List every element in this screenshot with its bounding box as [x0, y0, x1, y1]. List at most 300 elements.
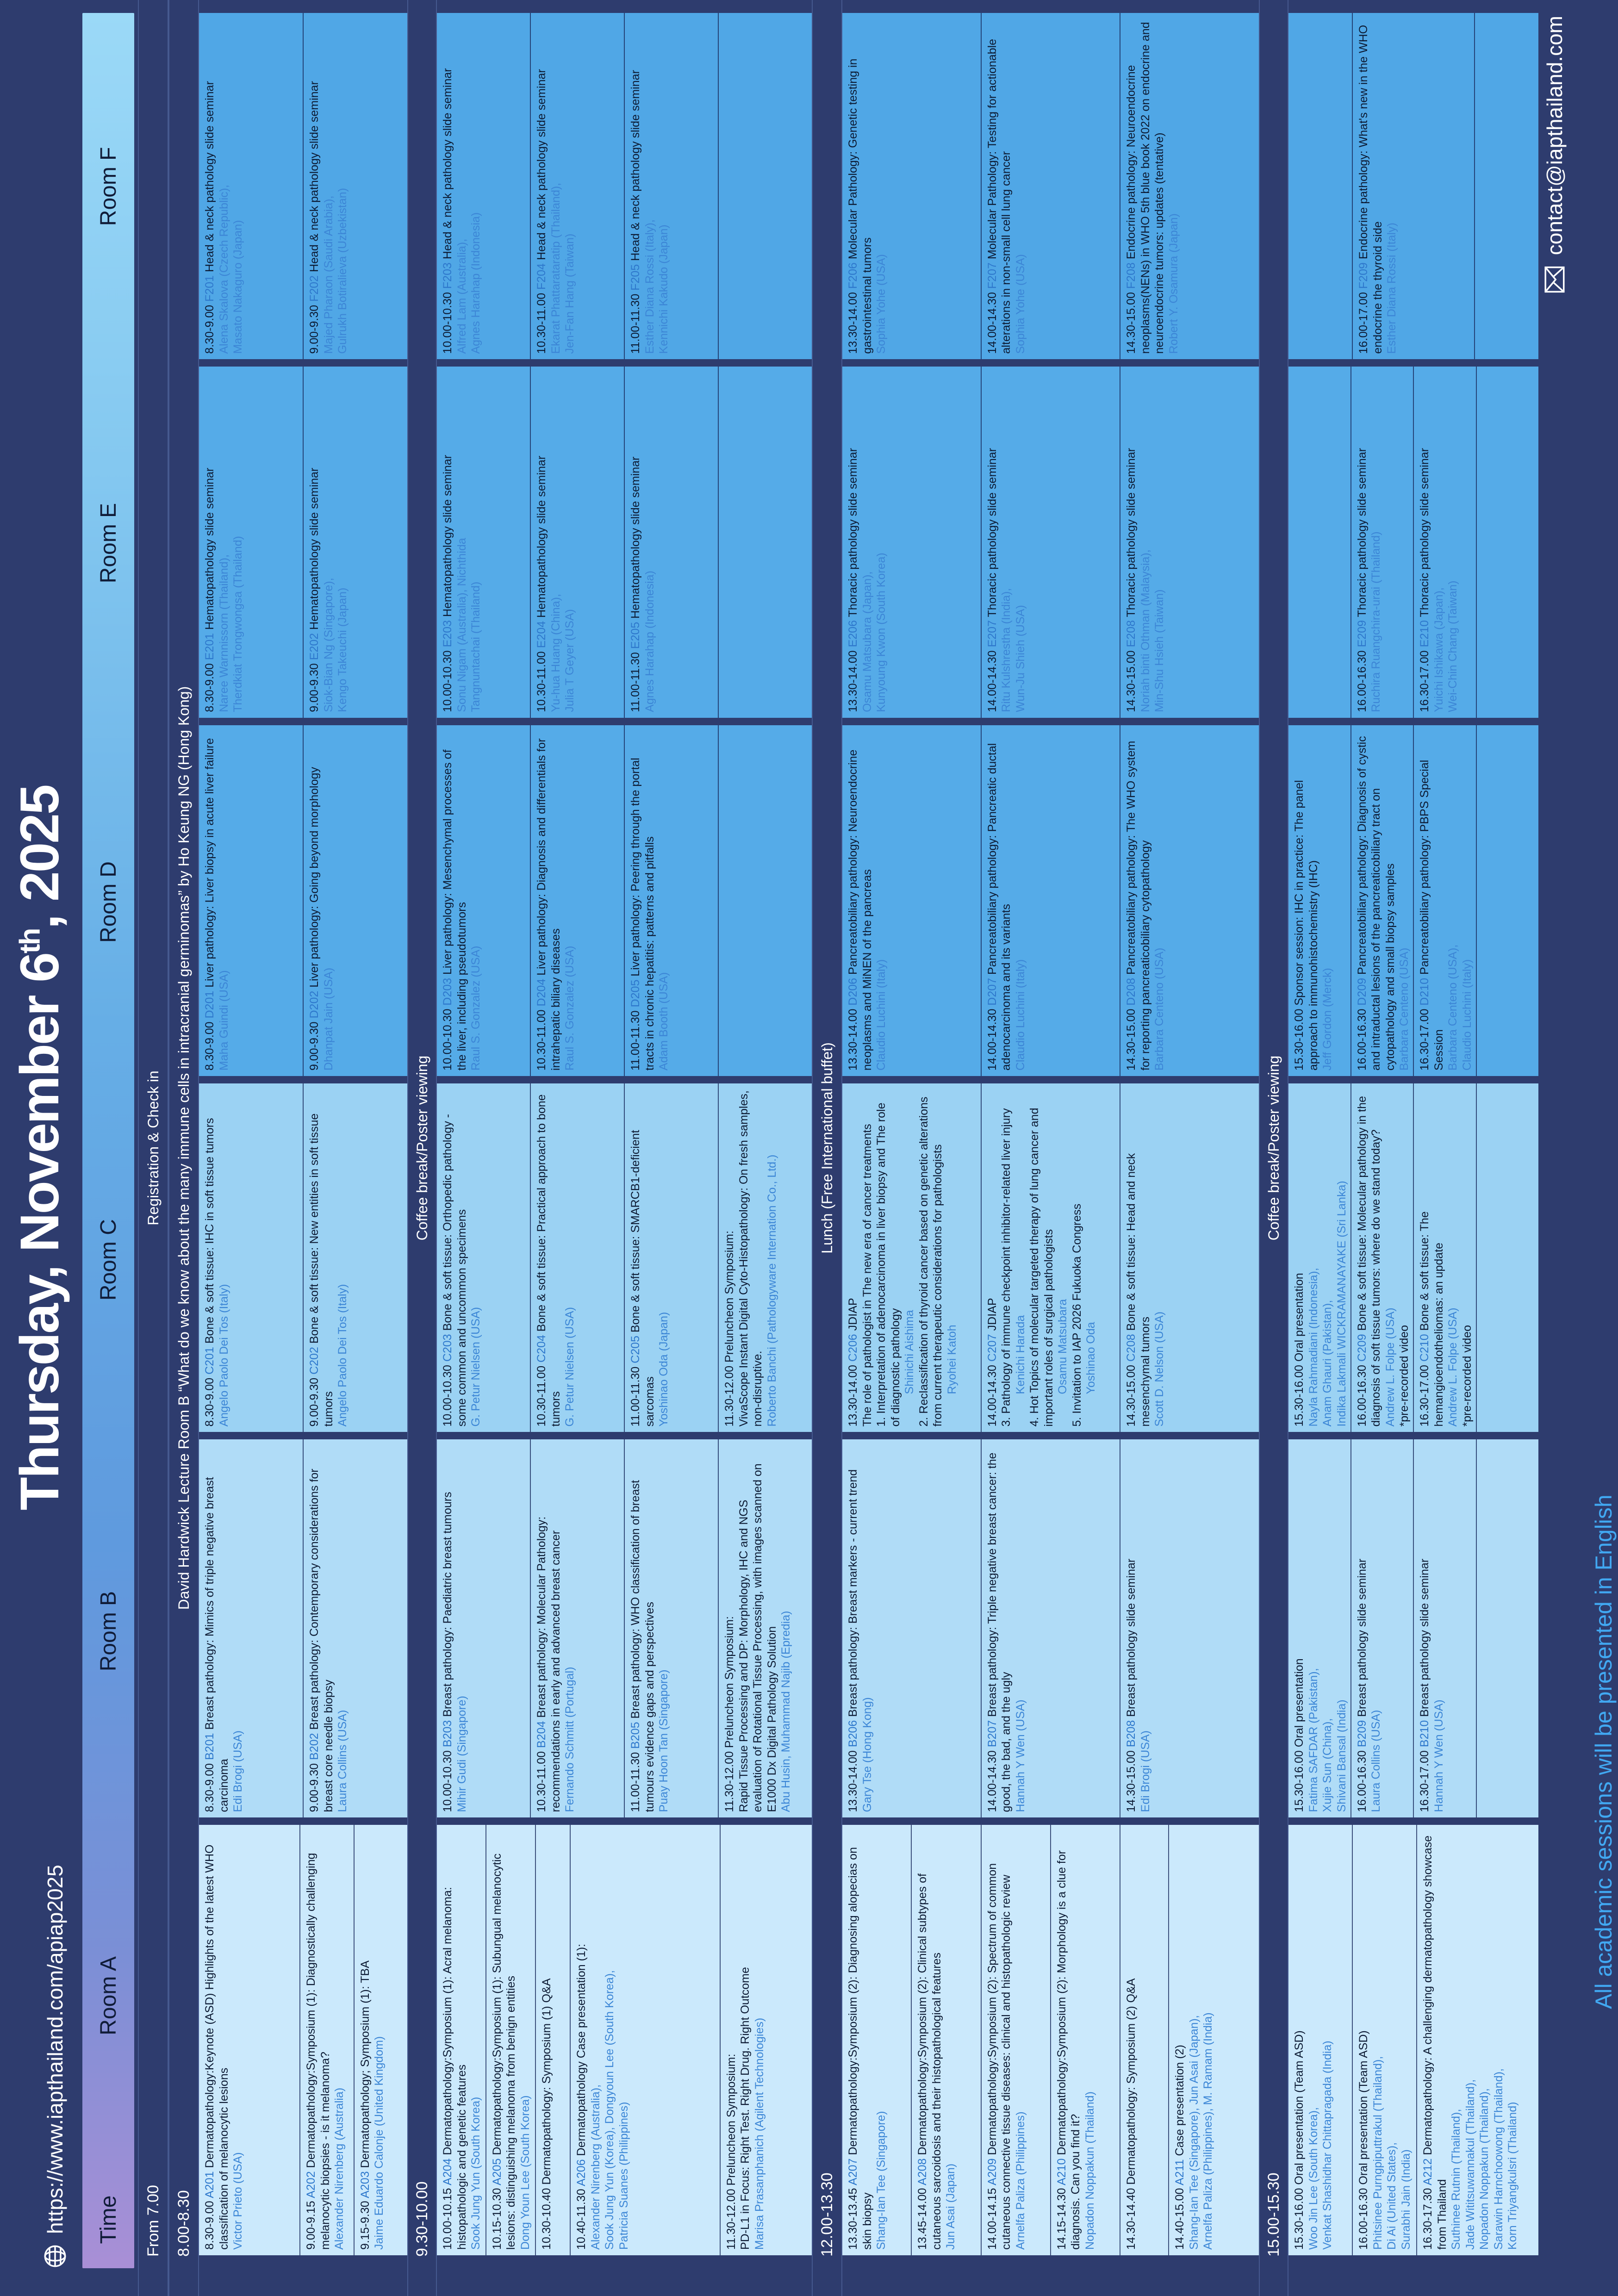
session-title: Breast pathology slide seminar — [1355, 1558, 1369, 1717]
session-title-line — [203, 1090, 217, 1426]
session-code: C208 — [1125, 1334, 1138, 1362]
session-title-line — [629, 1446, 657, 1812]
session-code: B208 — [1125, 1720, 1138, 1748]
session-speaker: Mihir Gudi (Singapore) — [455, 1695, 468, 1812]
top-bar — [0, 0, 80, 2296]
room-d-column — [437, 725, 812, 1076]
session-d205 — [624, 725, 718, 1076]
session-title-line — [1421, 1831, 1449, 2250]
session-speaker: Suthinee Rutnin (Thailand), — [1450, 2109, 1462, 2250]
session-title-line — [307, 373, 322, 712]
session-code: E209 — [1355, 620, 1369, 647]
session-code: F205 — [629, 264, 642, 291]
session-d203 — [437, 725, 530, 1076]
session-time: 10.00-10.30 — [441, 1747, 454, 1812]
session-title: Liver pathology: Mesenchymal processes of the liver, including pseudotumors — [441, 749, 468, 1071]
session-title: Breast pathology: Molecular Pathology: recommendations in early and advanced breast cancer — [535, 1516, 562, 1812]
email-line — [1542, 16, 1567, 293]
session-speaker: Julia T Geyer (USA) — [563, 609, 576, 712]
session-code: E210 — [1418, 620, 1431, 647]
session-title-line — [203, 1446, 231, 1812]
session-time: 15.30-16.00 — [1293, 1362, 1306, 1427]
envelope-icon — [1544, 266, 1565, 293]
room-c-column — [842, 1083, 1259, 1432]
room-c-column — [437, 1083, 812, 1432]
session-title-line — [846, 1090, 860, 1426]
session-a203 — [354, 1825, 408, 2255]
coffee-break-strip-2 — [1259, 0, 1288, 2296]
session-speaker: Sophia Yohe (USA) — [1014, 254, 1027, 354]
session-title-line — [1418, 373, 1432, 712]
session-speaker: Majed Pharaon (Saudi Arabia), — [322, 195, 335, 354]
session-title: Bone & soft tissue: IHC in soft tissue tumors — [203, 1118, 216, 1344]
session-f206 — [842, 13, 981, 360]
session-time: 14.30-15.00 — [1125, 647, 1138, 712]
session-speaker: Wei-Chin Chang (Taiwan) — [1446, 580, 1459, 712]
session-title-line — [540, 1831, 554, 2250]
session-detail: VivaScope Instant Digital Cyto-Histopathology: On fresh samples, non-disruptive. — [737, 1090, 764, 1427]
session-title-line — [1124, 1090, 1152, 1426]
session-speaker: Hannah Y Wen (USA) — [1432, 1699, 1445, 1812]
session-f207 — [981, 13, 1120, 360]
session-title: Thoracic pathology slide seminar — [985, 448, 999, 617]
session-code: F203 — [441, 262, 454, 289]
session-b209 — [1350, 1439, 1413, 1817]
session-e203 — [437, 367, 530, 718]
session-time: 9.00-9.30 — [308, 1374, 321, 1427]
session-title: Hematopathology slide seminar — [308, 467, 321, 630]
session-d3-0 — [1288, 725, 1350, 1076]
session-time: 14.30-15.00 — [1125, 1362, 1138, 1427]
session-a3-0 — [1288, 1825, 1352, 2255]
session-speaker: Korn Triyangkulsri (Thailand) — [1506, 2102, 1519, 2250]
session-time: 11.00-11.30 — [629, 1363, 642, 1427]
room-f-column — [437, 13, 812, 360]
session-time: 14.40-15.00 — [1173, 2185, 1187, 2250]
session-time: 9.15-9.30 — [358, 2198, 372, 2250]
session-title: JDIAP — [846, 1298, 859, 1331]
session-code: D201 — [203, 990, 216, 1019]
session-speaker: Tangnuntachai (Thailand) — [469, 581, 482, 712]
session-code: D203 — [441, 977, 454, 1006]
session-code: F204 — [535, 263, 548, 290]
session-c204 — [530, 1083, 624, 1432]
empty-cell — [718, 13, 812, 360]
room-e-column — [437, 367, 812, 718]
session-speaker: Jeff Gordon (Merck) — [1321, 968, 1334, 1071]
session-b206 — [842, 1439, 981, 1817]
session-time: 14.30-15.00 — [1125, 1747, 1138, 1812]
session-title: Breast pathology slide seminar — [1418, 1558, 1431, 1717]
session-title: Liver pathology: Liver biopsy in acute liver failure — [203, 738, 216, 988]
session-time: 10.00-10.30 — [441, 647, 454, 712]
session-code: A211 — [1173, 2159, 1187, 2185]
session-a207 — [842, 1825, 911, 2255]
session-title: Oral presentation (Team ASD) — [1357, 2030, 1370, 2185]
session-speaker: Sarawin Harnchoowong (Thailand), — [1492, 2068, 1505, 2250]
session-code: E208 — [1125, 620, 1138, 647]
session-speaker: Esther Diana Rossi (Italy), — [643, 219, 656, 354]
session-a201 — [199, 1825, 299, 2255]
session-speaker: Hannah Y Wen (USA) — [1014, 1699, 1027, 1812]
session-title: Head & neck pathology slide seminar — [203, 81, 216, 272]
session-c1-3 — [718, 1083, 812, 1432]
session-d204 — [530, 725, 624, 1076]
session-b1-3 — [718, 1439, 812, 1817]
session-speaker: Edi Brogi (USA) — [1139, 1730, 1152, 1812]
session-title: Liver pathology: Diagnosis and differentials for intrahepatic biliary diseases — [535, 738, 562, 1071]
room-c-header: Room C — [96, 1219, 121, 1301]
session-time: 14.30-15.00 — [1125, 1005, 1138, 1071]
session-title-line — [307, 732, 322, 1070]
session-speaker: Angelo Paolo Dei Tos (Italy) — [336, 1284, 349, 1427]
session-code: B207 — [985, 1720, 999, 1748]
room-a-column — [437, 1825, 812, 2255]
session-e207 — [981, 367, 1120, 718]
session-speaker: Angelo Paolo Dei Tos (Italy) — [217, 1284, 230, 1427]
session-title-line — [1124, 19, 1167, 354]
empty-cell — [1474, 13, 1538, 360]
session-title-line — [358, 1831, 373, 2250]
lecture-strip — [168, 0, 199, 2296]
session-code: E207 — [985, 620, 999, 647]
session-time: 9.00-9.30 — [308, 1018, 321, 1071]
session-title-line — [915, 1831, 944, 2250]
session-title-line — [846, 19, 874, 354]
session-c209 — [1350, 1083, 1413, 1432]
session-speaker: Di Ai (United States), — [1385, 2142, 1398, 2250]
session-title-line — [1124, 373, 1139, 712]
session-code: C204 — [535, 1335, 548, 1363]
session-title: Oral presentation (Team ASD) — [1293, 2030, 1306, 2185]
session-code: D209 — [1355, 977, 1369, 1006]
session-code: A203 — [358, 2171, 372, 2198]
session-title-line — [203, 19, 217, 354]
session-code: C201 — [203, 1347, 216, 1375]
session-b208 — [1120, 1439, 1259, 1817]
session-code: A207 — [846, 2158, 859, 2185]
session-detail: *pre-recorded video — [1460, 1325, 1474, 1427]
session-title-line — [1124, 1446, 1139, 1812]
session-time: 14.00-14.30 — [985, 289, 999, 354]
session-title: Dermatopathology; Symposium (1): TBA — [358, 1960, 372, 2168]
session-title-line — [307, 1446, 336, 1812]
session-c210 — [1413, 1083, 1476, 1432]
session-time: 13.45-14.00 — [916, 2185, 929, 2250]
session-speaker: Ekarat Phattarataratip (Thailand), — [549, 182, 562, 354]
room-d-column — [842, 725, 1259, 1076]
session-detail: 3. Pathology of immune checkpoint inhibitor-related liver injury — [1000, 1108, 1013, 1427]
session-code: E204 — [535, 621, 548, 648]
session-time: 10.00-10.15 — [441, 2185, 454, 2250]
session-f204 — [530, 13, 624, 360]
room-e-column — [1288, 367, 1538, 718]
session-speaker: Alexander Nirenberg (Australia), — [589, 2084, 602, 2250]
session-time: 16.30-17.00 — [1418, 1362, 1431, 1427]
session-time: 16.00-16.30 — [1355, 1747, 1369, 1812]
session-speaker: Jaime Eduardo Calonje (United Kingdom) — [373, 2036, 386, 2250]
session-code: D207 — [985, 977, 999, 1006]
session-code: C207 — [985, 1334, 999, 1362]
session-title: Hematopathology slide seminar — [629, 456, 642, 619]
room-b-column — [437, 1439, 812, 1817]
schedule-block-afternoon2 — [1288, 0, 1538, 2296]
session-time: 11.00-11.30 — [629, 1007, 642, 1071]
session-code: B201 — [203, 1733, 216, 1760]
email-address: contact@iapthailand.com — [1543, 16, 1567, 255]
session-title: Molecular Pathology: Testing for actionable alterations in non-small cell lung cancer — [985, 38, 1013, 354]
session-e206 — [842, 367, 981, 718]
session-time: 14.15-14.30 — [1055, 2185, 1068, 2250]
session-speaker: Raul S. Gonzalez (USA) — [469, 946, 482, 1071]
session-detail: 4. Hot Topics of molecular targeted therapy of lung cancer and important roles of surgical pathologists — [1028, 1108, 1055, 1427]
coffee1-time: 9.30-10.00 — [413, 2181, 431, 2257]
session-time: 10.00-10.30 — [441, 1005, 454, 1071]
session-code: D204 — [535, 978, 548, 1007]
session-title-line — [203, 732, 217, 1070]
room-f-column — [199, 13, 407, 360]
session-title-line — [1292, 1446, 1307, 1812]
session-speaker: Siok-Bian Ng (Singapore), — [322, 578, 335, 712]
session-speaker: Esther Diana Rossi (Italy) — [1385, 223, 1398, 354]
footer-bar — [1538, 0, 1618, 2296]
session-detail: 1. Interpretation of adenocarcinoma in liver biopsy and The role of diagnostic pathology — [875, 1102, 902, 1427]
registration-time: From 7.00 — [144, 2185, 162, 2257]
session-title-line — [1292, 1831, 1307, 2250]
session-code: D206 — [846, 977, 859, 1006]
room-a-header: Room A — [96, 1956, 121, 2035]
session-speaker: Yuichi Ishikawa (Japan), — [1432, 587, 1445, 712]
session-time: 11.30-12.00 — [724, 2185, 738, 2250]
empty-cell — [718, 367, 812, 718]
session-speaker: Sonu Nigam (Australia), Nichthida — [455, 538, 468, 712]
session-code: D205 — [629, 979, 642, 1008]
session-speaker: Kengo Takeuchi (Japan) — [336, 587, 349, 712]
session-speaker: Kennichi Kakudo (Japan) — [657, 224, 670, 354]
session-title: Bone & soft tissue: Practical approach to bone tumors — [535, 1094, 562, 1427]
session-time: 14.00-14.15 — [985, 2185, 999, 2250]
session-e201 — [199, 367, 303, 718]
session-speaker: Venkat Shashidhar Chittapragada (India) — [1321, 2041, 1334, 2250]
session-title: Bone & soft tissue: Head and neck mesenchymal tumors — [1125, 1153, 1152, 1427]
session-code: C205 — [629, 1336, 642, 1363]
session-code: A209 — [985, 2158, 999, 2185]
session-code: B206 — [846, 1720, 859, 1748]
session-title-line — [535, 373, 549, 712]
session-title-line — [846, 1446, 860, 1812]
session-speaker: Sophia Yohe (USA) — [875, 254, 888, 354]
room-e-column — [199, 367, 407, 718]
session-title-line — [985, 1831, 1014, 2250]
session-detail: 2. Reclassification of thyroid cancer based on genetic alterations from current therapeutic considerations for pathologists — [917, 1096, 944, 1427]
session-time: 13.30-14.00 — [846, 1005, 859, 1071]
coffee-break-strip-1 — [407, 0, 437, 2296]
session-title: Molecular Pathology: Genetic testing in gastrointestinal tumors — [846, 58, 874, 354]
session-code: E205 — [629, 622, 642, 649]
session-title: Bone & soft tissue: Orthopedic pathology - some common and uncommon specimens — [441, 1114, 468, 1427]
session-speaker: Nopadon Noppakun (Thailand), — [1478, 2088, 1491, 2250]
room-d-header: Room D — [96, 861, 121, 943]
session-code: A202 — [305, 2171, 317, 2198]
session-time: 13.30-14.00 — [846, 289, 859, 354]
session-time: 10.40-11.30 — [575, 2186, 588, 2250]
session-time: 14.00-14.30 — [985, 1005, 999, 1071]
session-title-line — [985, 1446, 1014, 1812]
session-code: E203 — [441, 620, 454, 647]
session-title: Pancreatobiliary pathology: Neuroendocrine neoplasms and MiNEN of the pancreas — [846, 749, 874, 1071]
session-speaker: Ritu Kulshrestha (India), — [1000, 588, 1013, 712]
session-time: 15.30-16.00 — [1293, 1747, 1306, 1812]
session-speaker: Shang-Ian Tee (Singapore) — [875, 2111, 888, 2250]
session-speaker: Victor Prieto (USA) — [231, 2152, 244, 2250]
session-title-line — [1124, 732, 1152, 1070]
session-speaker: Noriah binti Othman (Malaysia), — [1139, 549, 1152, 712]
session-code: A201 — [203, 2171, 216, 2198]
session-speaker: Scott D. Nelson (USA) — [1153, 1311, 1166, 1427]
session-speaker: Sook Jung Yun (Korea), Dongyoun Lee (South Korea), — [603, 1970, 616, 2250]
website-url: https://www.iapthailand.com/apiap2025 — [43, 1865, 67, 2234]
session-title-line — [846, 1831, 874, 2250]
session-speaker: G. Petur Nielsen (USA) — [563, 1307, 576, 1427]
registration-strip — [138, 0, 168, 2296]
session-a212 — [1416, 1825, 1538, 2255]
session-time: 13.30-14.00 — [846, 1747, 859, 1812]
session-title: Dermatopathology: A challenging dermatopathology showcase from Thailand — [1421, 1835, 1449, 2250]
lunch-text: Lunch (Free International buffet) — [818, 1042, 835, 1254]
session-code: B209 — [1355, 1720, 1369, 1748]
session-title-line — [574, 1831, 589, 2250]
session-speaker: Dhanpat Jain (USA) — [322, 967, 335, 1071]
session-time: 16.30-17.00 — [1418, 1005, 1431, 1071]
session-speaker: Claudio Luchini (Italy) — [1014, 959, 1027, 1071]
session-title: Dermatopathology:Symposium (1): Acral melanoma: histopathologic and genetic features — [441, 1887, 468, 2250]
session-code: B204 — [535, 1721, 548, 1748]
session-time: 16.00-16.30 — [1355, 1005, 1369, 1071]
session-title: Case presentation (2) — [1173, 2045, 1187, 2156]
session-speaker: Shinichi Aishima — [903, 1310, 916, 1394]
session-title: Pancreatobiliary pathology: Pancreatic ductal adenocarcinoma and its variants — [985, 743, 1013, 1071]
session-title: Breast pathology slide seminar — [1125, 1558, 1138, 1717]
session-speaker: Nopadon Noppakun (Thailand) — [1083, 2091, 1096, 2250]
title-ordinal: th — [14, 929, 46, 954]
session-a205 — [485, 1825, 535, 2255]
session-d209 — [1350, 725, 1413, 1076]
session-time: 16.00-17.00 — [1357, 289, 1370, 354]
session-time: 16.30-17.30 — [1421, 2185, 1434, 2250]
session-speaker: Claudio Luchini (Italy) — [875, 959, 888, 1071]
session-title: Breast pathology: Mimics of triple negative breast carcinoma — [203, 1477, 230, 1812]
session-time: 15.30-16.00 — [1293, 2184, 1306, 2250]
session-speaker: Min-Shu Hsieh (Taiwan) — [1153, 589, 1166, 712]
session-title-line — [441, 373, 455, 712]
session-time: 10.00-10.30 — [441, 1362, 454, 1427]
session-time: 8.30-9.00 — [203, 1374, 216, 1427]
session-title-line — [441, 19, 455, 354]
session-title: Liver pathology: Peering through the portal tracts in chronic hepatitis: patterns and pitfalls — [629, 758, 656, 1071]
session-speaker: Sook Jung Yun (South Korea) — [469, 2097, 482, 2250]
lunch-strip — [812, 0, 842, 2296]
session-title: Thoracic pathology slide seminar — [1355, 448, 1369, 617]
room-f-column — [842, 13, 1259, 360]
session-a210 — [1050, 1825, 1120, 2255]
session-speaker: Yoshinao Oda — [1084, 1322, 1098, 1394]
session-speaker: Alexander Nirenberg (Australia) — [333, 2087, 346, 2250]
session-code: C203 — [441, 1334, 454, 1362]
session-title: Dermatopathology: Symposium (1) Q&A — [540, 1978, 553, 2185]
session-f202 — [303, 13, 407, 360]
session-time: 13.30-13.45 — [846, 2185, 859, 2250]
session-title: Dermatopathology:Symposium (2): Spectrum of common cutaneous connective tissue diseases: clinical and histopathologic review — [985, 1863, 1013, 2250]
session-f203 — [437, 13, 530, 360]
session-title: Pancreatobiliary pathology: PBPS Special Session — [1418, 759, 1445, 1071]
session-title-line — [846, 732, 874, 1070]
session-title-line — [441, 732, 469, 1070]
session-title: Head & neck pathology slide seminar — [535, 69, 548, 261]
session-title-line — [985, 732, 1014, 1070]
session-code: A206 — [575, 2159, 588, 2186]
session-title-line — [441, 1831, 469, 2250]
session-time: 16.30-17.00 — [1418, 1747, 1431, 1812]
session-speaker: Alena Skalova (Czech Republic), — [217, 185, 230, 354]
session-a2-4 — [1120, 1825, 1168, 2255]
session-title: Breast pathology: Breast markers - current trend — [846, 1469, 859, 1717]
session-time: 10.15-10.30 — [490, 2185, 504, 2250]
session-d202 — [303, 725, 407, 1076]
session-time: 11.00-11.30 — [629, 649, 642, 712]
session-speaker: Patricia Suanes (Philippines) — [617, 2102, 630, 2250]
session-title-line — [1418, 1446, 1432, 1812]
session-title: Dermatopathology:Symposium (2): Diagnosing alopecias on skin biopsy — [846, 1847, 874, 2250]
session-title: Dermatopathology:Keynote (ASD) Highlights of the latest WHO classification of melanocytic lesions — [203, 1844, 230, 2250]
lunch-time: 12.00-13.30 — [818, 2172, 836, 2257]
session-b207 — [981, 1439, 1120, 1817]
session-title: Preluncheon Symposium: — [723, 1231, 736, 1363]
session-title: Liver pathology: Going beyond morphology — [308, 767, 321, 988]
session-title: Bone & soft tissue: Molecular pathology in the diagnosis of soft tissue tumors: where do we stand today? — [1355, 1096, 1382, 1427]
session-title: Bone & soft tissue: SMARCB1-deficient sarcomas — [629, 1130, 656, 1427]
room-b-column — [1288, 1439, 1538, 1817]
session-speaker: Laura Collins (USA) — [1369, 1710, 1382, 1812]
session-a1-2 — [535, 1825, 570, 2255]
session-code: D208 — [1125, 977, 1138, 1006]
session-title-line — [629, 19, 643, 354]
session-title: Preluncheon Symposium: — [724, 2053, 738, 2186]
session-title-line — [722, 1446, 737, 1812]
room-d-column — [1288, 725, 1538, 1076]
session-title-line — [535, 1090, 563, 1426]
session-speaker: Gulrukh Botiralieva (Uzbekistan) — [336, 188, 349, 354]
session-title: Breast pathology: Contemporary considerations for breast core needle biopsy — [308, 1468, 335, 1812]
session-time: 8.30-9.00 — [203, 2198, 216, 2250]
session-time: 10.00-10.30 — [441, 289, 454, 354]
session-speaker: Roberto Banchi (Pathologyware Internation Co., Ltd.) — [765, 1154, 778, 1427]
session-a3-1 — [1352, 1825, 1416, 2255]
schedule-block-morning1 — [199, 0, 407, 2296]
session-title: Endocrine pathology: What's new in the WHO endocrine the thyroid side — [1357, 25, 1384, 354]
session-title-line — [1124, 1831, 1139, 2250]
session-f201 — [199, 13, 303, 360]
session-code: C210 — [1418, 1334, 1431, 1362]
session-title-line — [846, 373, 860, 712]
session-speaker: Adam Booth (USA) — [657, 972, 670, 1071]
session-b204 — [530, 1439, 624, 1817]
session-a206 — [570, 1825, 719, 2255]
room-e-header: Room E — [96, 503, 121, 584]
page-title: Thursday, November 6th, 2025 — [9, 785, 70, 1511]
session-title-line — [203, 373, 217, 712]
room-b-header: Room B — [96, 1591, 121, 1672]
session-title: Thoracic pathology slide seminar — [1418, 448, 1431, 617]
